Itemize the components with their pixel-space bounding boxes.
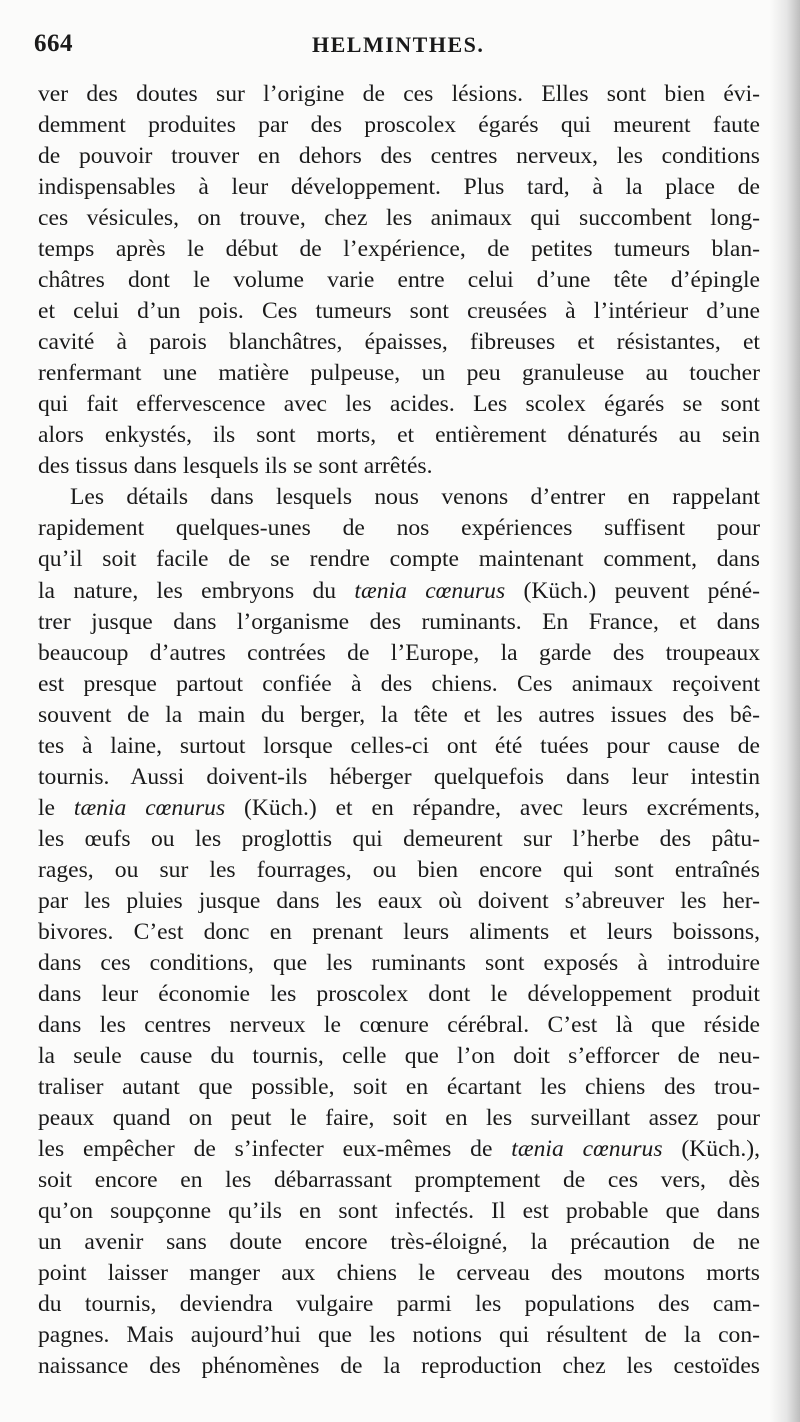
text-line: naissance des phénomènes de la reproduction chez les cestoïdes: [38, 1353, 760, 1380]
text-line: souvent de la main du berger, la tête et les autres issues des bê-: [38, 701, 760, 728]
text-line: peaux quand on peut le faire, soit en les surveillant assez pour: [38, 1105, 760, 1132]
text-line: par les pluies jusque dans les eaux où doivent s’abreuver les her-: [38, 887, 760, 914]
text-line: de pouvoir trouver en dehors des centres nerveux, les conditions: [38, 143, 760, 170]
text-line: indispensables à leur développement. Plus tard, à la place de: [38, 174, 760, 201]
text-line: temps après le début de l’expérience, de petites tumeurs blan-: [38, 236, 760, 263]
text-line: rapidement quelques-unes de nos expériences suffisent pour: [38, 515, 760, 542]
paragraph-continuation: [38, 79, 760, 482]
text-line: ces vésicules, on trouve, chez les animaux qui succombent long-: [38, 205, 760, 232]
text-line: point laisser manger aux chiens le cerveau des moutons morts: [38, 1260, 760, 1287]
text-line: et celui d’un pois. Ces tumeurs sont creusées à l’intérieur d’une: [38, 298, 760, 325]
text-line: beaucoup d’autres contrées de l’Europe, la garde des troupeaux: [38, 639, 760, 666]
text-line: le tænia cœnurus (Küch.) et en répandre, avec leurs excréments,: [38, 794, 760, 821]
text-line: dans les centres nerveux le cœnure cérébral. C’est là que réside: [38, 1011, 760, 1038]
text-line: cavité à parois blanchâtres, épaisses, fibreuses et résistantes, et: [38, 329, 760, 356]
italic-term: tænia cœnurus: [354, 577, 506, 604]
text-line: du tournis, deviendra vulgaire parmi les populations des cam-: [38, 1291, 760, 1318]
text-line: les empêcher de s’infecter eux-mêmes de tænia cœnurus (Küch.),: [38, 1136, 760, 1163]
text-line: pagnes. Mais aujourd’hui que les notions qui résultent de la con-: [38, 1322, 760, 1349]
italic-term: tænia cœnurus: [73, 794, 226, 821]
body-text: [38, 79, 760, 1382]
text-line: qu’on soupçonne qu’ils en sont infectés. Il est probable que dans: [38, 1198, 760, 1225]
page-number: 664: [34, 30, 73, 57]
text-line: alors enkystés, ils sont morts, et entièrement dénaturés au sein: [38, 422, 760, 449]
text-line: demment produites par des proscolex égarés qui meurent faute: [38, 112, 760, 139]
text-line: rages, ou sur les fourrages, ou bien encore qui sont entraînés: [38, 856, 760, 883]
text-line: est presque partout confiée à des chiens. Ces animaux reçoivent: [38, 670, 760, 697]
text-line: qu’il soit facile de se rendre compte maintenant comment, dans: [38, 546, 760, 573]
page-edge-shadow: [770, 0, 800, 1422]
text-line: un avenir sans doute encore très-éloigné, la précaution de ne: [38, 1229, 760, 1256]
text-line: traliser autant que possible, soit en écartant les chiens des trou-: [38, 1074, 760, 1100]
text-line: dans ces conditions, que les ruminants sont exposés à introduire: [38, 949, 760, 976]
text-line: renfermant une matière pulpeuse, un peu granuleuse au toucher: [38, 360, 760, 387]
text-line: tes à laine, surtout lorsque celles-ci ont été tuées pour cause de: [38, 732, 760, 759]
text-line: qui fait effervescence avec les acides. Les scolex égarés se sont: [38, 391, 760, 418]
paragraph: [38, 482, 760, 1382]
text-line: les œufs ou les proglottis qui demeurent sur l’herbe des pâtu-: [38, 825, 760, 852]
text-line: bivores. C’est donc en prenant leurs aliments et leurs boissons,: [38, 918, 760, 945]
text-line: soit encore en les débarrassant promptement de ces vers, dès: [38, 1167, 760, 1194]
italic-term: tænia cœnurus: [511, 1136, 663, 1163]
text-line: dans leur économie les proscolex dont le développement produit: [38, 980, 760, 1007]
running-head: HELMINTHES.: [312, 32, 485, 57]
text-line: ver des doutes sur l’origine de ces lésions. Elles sont bien évi-: [38, 81, 760, 107]
text-line: la seule cause du tournis, celle que l’on doit s’efforcer de neu-: [38, 1042, 760, 1069]
text-line: trer jusque dans l’organisme des ruminants. En France, et dans: [38, 608, 760, 635]
text-line: des tissus dans lesquels ils se sont arrêtés.: [38, 453, 433, 480]
text-line: Les détails dans lesquels nous venons d’entrer en rappelant: [70, 484, 760, 511]
text-line: tournis. Aussi doivent-ils héberger quelquefois dans leur intestin: [38, 763, 760, 790]
page-header: [34, 30, 734, 64]
text-line: châtres dont le volume varie entre celui d’une tête d’épingle: [38, 267, 760, 294]
text-line: la nature, les embryons du tænia cœnurus (Küch.) peuvent péné-: [38, 577, 760, 604]
